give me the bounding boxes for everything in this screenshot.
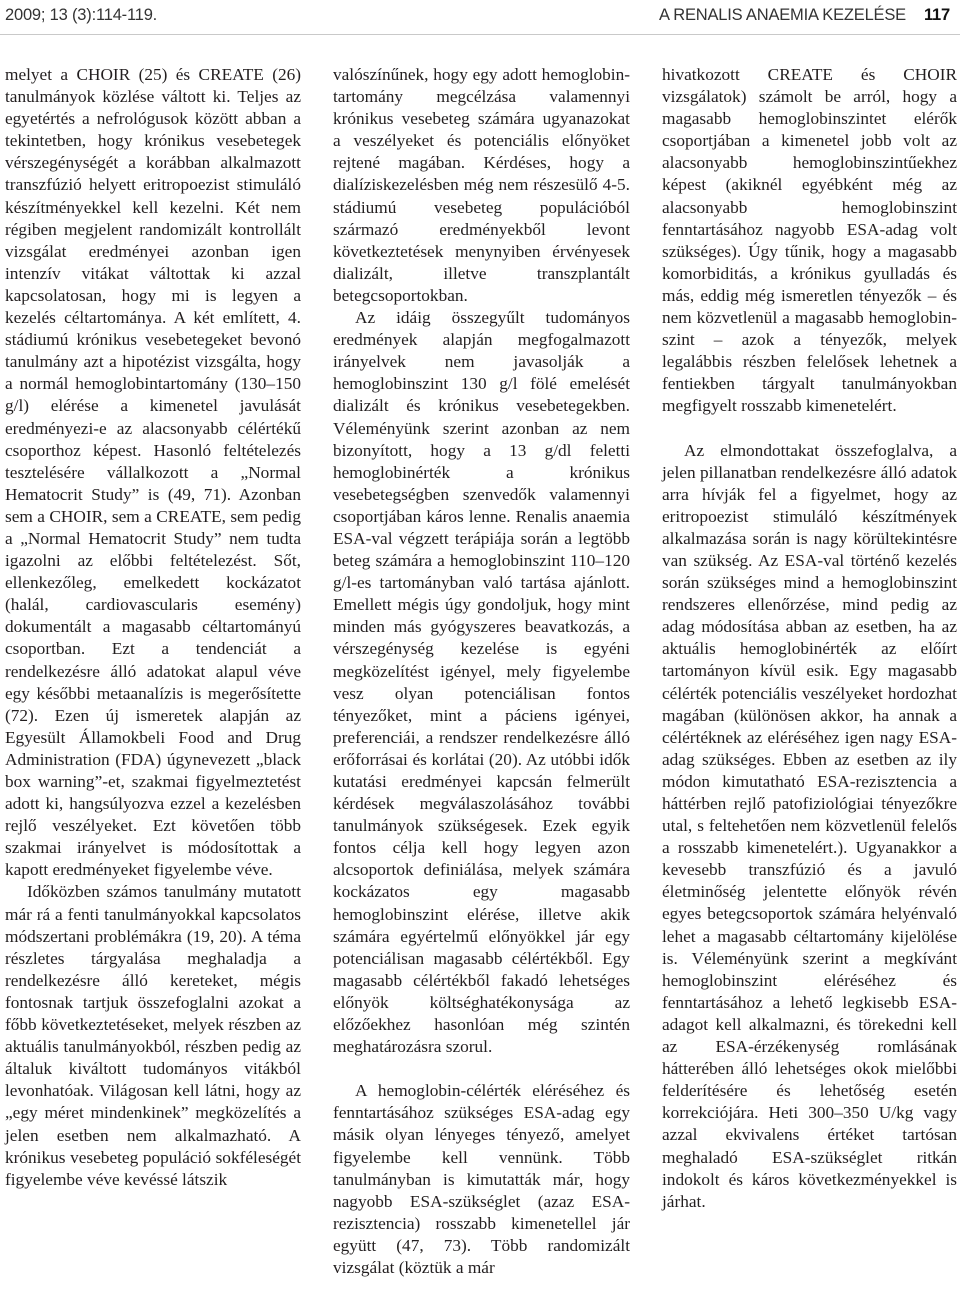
running-title-block <box>659 6 950 25</box>
paragraph: Az elmondottakat összefoglalva, a jelen pillanatban rendelkezésre álló adatok arra hívják fel a figyelmet, hogy az eritropoezist stimuláló készítmények alkalmazása során is nagy körültekintésre van szükség. Az ESA-val történő kezelés során szükséges mind a hemoglobinszint rendszeres ellenőrzése, mind pedig az adag módosítása abban az esetben, ha az aktuális hemoglobinérték az előírt tartományon kívül esik. Egy magasabb célérték potenciális veszélyeket hordozhat magában (különösen akkor, ha annak a célértéknek az eléréséhez igen nagy ESA-adag szükséges. Ebben az esetben az ily módon kimutatható ESA-rezisztencia a háttérben rejlő patofiziológiai tényezőkre utal, s feltehetően nem közvetlenül felelős a rosszabb kimenetelért.). Ugyanakkor a kevesebb transzfúzió és a javuló életminőség jelentette előnyök révén egyes betegcsoportok számára helyénvaló lehet a magasabb céltartomány kijelölése is. Véleményünk szerint a megkívánt hemoglobinszint eléréséhez és fenntartásához a lehető legkisebb ESA-adagot kell alkalmazni, és törekedni kell az ESA-érzékenység romlásának hátterében álló lehetséges okok mielőbbi felderítésére és lehetőség esetén korrekciójára. Heti 300–350 U/kg vagy azzal ekvivalens értéket tartósan meghaladó ESA-szükséglet ritkán indokolt és káros következményekkel is járhat. <box>662 440 957 1211</box>
column-1 <box>5 64 301 1191</box>
paragraph: Időközben számos tanulmány mutatott már rá a fenti tanulmányokkal kapcsolatos módszertani problémákra (19, 20). A téma részletes tárgyalása meghaladja a rendelkezésre álló kereteket, mégis fontosnak tartjuk összefoglalni azokat a főbb következtetéseket, melyek részben az aktuális tanulmányokból, részben pedig az általuk kiváltott tudományos vitákból levonhatóak. Világosan kell látni, hogy az „egy méret mindenkinek” megközelítés a jelen esetben nem alkalmazható. A krónikus vesebeteg populáció sokféleségét figyelembe véve kevéssé látszik <box>5 882 301 1189</box>
journal-citation: 2009; 13 (3):114-119. <box>5 6 158 24</box>
paragraph: Az idáig összegyűlt tudományos eredmények alapján megfogalmazott irányelvek nem javasolják a hemoglobinszint 130 g/l fölé emelését dializált és krónikus vesebetegekben. Véleményünk szerint azonban az nem bizonyított, hogy a 13 g/dl feletti hemoglobinérték a krónikus vesebetegségben szenvedők valamennyi csoportjában káros lenne. Renalis anaemia ESA-val végzett terápiája során a legtöbb beteg számára a hemoglobinszint 110–120 g/l-es tartományban való tartása ajánlott. Emellett mégis úgy gondoljuk, hogy mint minden más gyógyszeres beavatkozás, a vérszegénység kezelése is egyéni megközelítést igényel, mely figyelembe vesz olyan potenciálisan fontos tényezőket, mint a páciens igényei, preferenciái, a rendszer rendelkezésre álló erőforrásai és korlátai (20). Az utóbbi idők kutatási eredményei kapcsán felmerült kérdések megválaszolásához további tanulmányok szükségesek. Ezek egyik fontos célja kell hogy legyen azon alcsoportok definiálása, melyek számára kockázatos egy magasabb hemoglobinszint elérése, illetve akik számára egyértelmű előnyökkel jár egy potenciálisan magasabb célértékből. Egy magasabb célértékből fakadó lehetséges előnyök költséghatékonysága az előzőekhez hasonlóan még szintén meghatározásra szorul. <box>333 308 630 1057</box>
column-2 <box>333 64 630 1279</box>
paragraph: A hemoglobin-célérték eléréséhez és fenntartásához szükséges ESA-adag egy másik olyan lényeges tényező, amelyet figyelembe kell vennünk. Több tanulmányban is kimutatták már, hogy nagyobb ESA-szükséglet (azaz ESA-rezisztencia) rosszabb kimenetellel jár együtt (47, 73). Több randomizált vizsgálat (köztük a már <box>333 1081 630 1277</box>
paragraph: hivatkozott CREATE és CHOIR vizsgálatok) számolt be arról, hogy a magasabb hemoglobinszintet elérők csoportjában a kimenetel jobb volt az alacsonyabb hemoglobinszintűekhez képest (akiknél egyébként még az alacsonyabb hemoglobinszint fenntartásához nagyobb ESA-adag volt szükséges). Úgy tűnik, hogy a magasabb komorbiditás, a krónikus gyulladás és más, eddig még ismeretlen tényezők – és nem közvetlenül a magasabb hemoglobin-szint – azok a tényezők, melyek legalábbis részben felelősek lehetnek a fentiekben tárgyalt tanulmányokban megfigyelt rosszabb kimenetelért. <box>662 65 957 416</box>
paragraph: melyet a CHOIR (25) és CREATE (26) tanulmányok közlése váltott ki. Teljes az egyetértés a nefrológusok között abban a tekintetben, hogy krónikus vesebetegek vérszegénységét a korábban alkalmazott transzfúzió helyett eritropoezist stimuláló készítményekkel kell kezelni. Két nem régiben megjelent randomizált kontrollált vizsgálat eredményei azonban igen intenzív vitákat váltottak ki azzal kapcsolatosan, hogy mi is legyen a kezelés céltartománya. A két említett, 4. stádiumú krónikus vesebetegeket bevonó tanulmány azt a hipotézist vizsgálta, hogy a normál hemoglobintartomány (130–150 g/l) elérése a kimenetel javulását eredményezi-e az alacsonyabb célértékű csoporthoz képest. Hasonló feltételezés tesztelésére vállalkozott a „Normal Hematocrit Study” is (49, 71). Azonban sem a CHOIR, sem a CREATE, sem pedig a „Normal Hematocrit Study” nem tudta igazolni az előbbi feltételezést. Sőt, ellenkezőleg, emelkedett kockázatot (halál, cardiovascularis esemény) dokumentált a magasabb céltartományú csoportban. Ezt a tendenciát a rendelkezésre álló adatokat alapul véve egy későbbi metaanalízis is megerősítette (72). Ezen új ismeretek alapján az Egyesült Államokbeli Food and Drug Administration (FDA) úgynevezett „black box warning”-et, szakmai figyelmeztetést adott ki, hangsúlyozva ezzel a kezelésben rejlő veszélyeket. Ezt követően több szakmai irányelvet is módosítottak a kapott eredményeket figyelembe véve. <box>5 65 301 880</box>
running-title: A RENALIS ANAEMIA KEZELÉSE <box>658 6 906 24</box>
column-3 <box>662 64 957 1213</box>
running-header <box>0 0 960 35</box>
page-number: 117 <box>923 6 950 24</box>
paragraph: valószínűnek, hogy egy adott hemoglobin-tartomány megcélzása valamennyi krónikus vesebeteg számára ugyanazokat a veszélyeket és potenciális előnyöket rejtené magában. Kérdéses, hogy a dialíziskezelésben még nem részesülő 4-5. stádiumú vesebeteg populációból származó eredményekből levont következtetések menynyiben érvényesek dializált, illetve transzplantált betegcsoportokban. <box>333 65 630 305</box>
